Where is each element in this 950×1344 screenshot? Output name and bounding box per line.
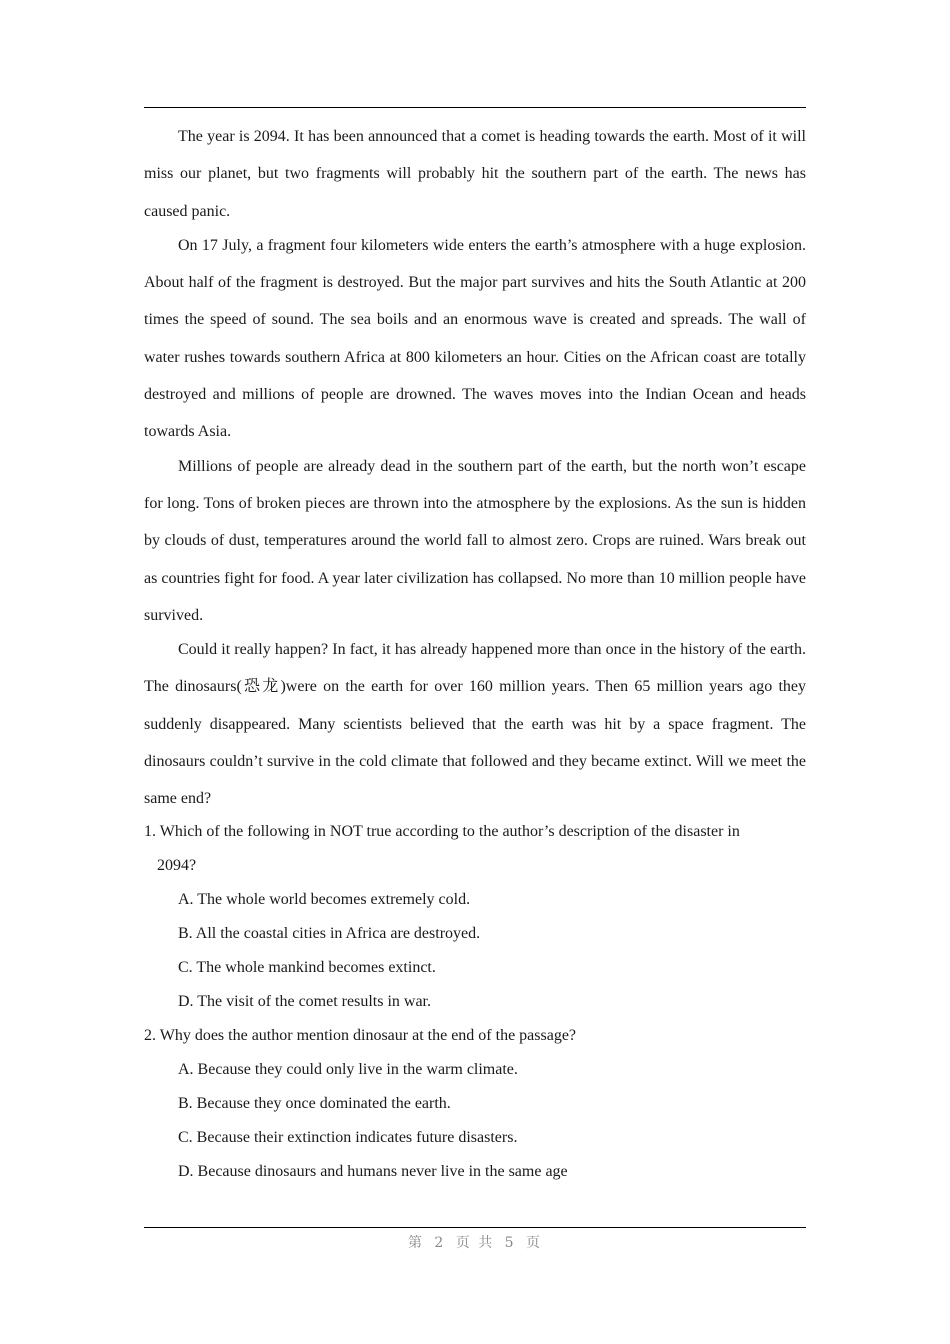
question-1-option-c: C. The whole mankind becomes extinct.	[178, 958, 436, 976]
footer-total-pages: 5	[504, 1235, 516, 1251]
page-footer	[0, 1232, 950, 1252]
question-1-option-d: D. The visit of the comet results in war.	[178, 992, 431, 1010]
passage-paragraph-4: Could it really happen? In fact, it has already happened more than once in the history of the earth. The dinosaurs(恐龙)were on the earth for over 160 million years. Then 65 million years ago they suddenly disappeared. Many scientists believed that the earth was hit by a space fragment. The dinosaurs couldn’t survive in the cold climate that followed and they became extinct. Will we meet the same end?	[144, 641, 806, 808]
question-1-option-b: B. All the coastal cities in Africa are destroyed.	[178, 924, 481, 942]
footer-rule	[144, 1227, 806, 1228]
question-2-option-b: B. Because they once dominated the earth.	[178, 1094, 451, 1112]
footer-page-number: 2	[434, 1235, 446, 1251]
question-2-stem: 2. Why does the author mention dinosaur at the end of the passage?	[144, 1026, 577, 1044]
question-2-option-c: C. Because their extinction indicates future disasters.	[178, 1128, 518, 1146]
question-2	[144, 1019, 806, 1189]
question-1	[144, 815, 806, 1019]
passage-paragraph-3: Millions of people are already dead in the southern part of the earth, but the north won’t escape for long. Tons of broken pieces are thrown into the atmosphere by the explosions. As the sun is hidden by clouds of dust, temperatures around the world fall to almost zero. Crops are ruined. Wars break out as countries fight for food. A year later civilization has collapsed. No more than 10 million people have survived.	[144, 457, 806, 624]
document-body	[144, 118, 806, 1189]
question-2-option-a: A. Because they could only live in the warm climate.	[178, 1060, 518, 1078]
question-1-option-a: A. The whole world becomes extremely cold.	[178, 890, 471, 908]
question-2-option-d: D. Because dinosaurs and humans never live in the same age	[178, 1162, 568, 1180]
passage-paragraph-2: On 17 July, a fragment four kilometers wide enters the earth’s atmosphere with a huge explosion. About half of the fragment is destroyed. But the major part survives and hits the South Atlantic at 200 times the speed of sound. The sea boils and an enormous wave is created and spreads. The wall of water rushes towards southern Africa at 800 kilometers an hour. Cities on the African coast are totally destroyed and millions of people are drowned. The waves moves into the Indian Ocean and heads towards Asia.	[144, 236, 806, 441]
footer-middle: 页 共	[455, 1235, 495, 1251]
question-1-stem: 1. Which of the following in NOT true according to the author’s description of the disaster in 2094?	[144, 822, 740, 874]
footer-prefix: 第	[407, 1235, 424, 1251]
header-rule	[144, 107, 806, 108]
passage-paragraph-1: The year is 2094. It has been announced that a comet is heading towards the earth. Most of it will miss our planet, but two fragments will probably hit the southern part of the earth. The news has caused panic.	[144, 128, 806, 220]
footer-suffix: 页	[526, 1235, 543, 1251]
